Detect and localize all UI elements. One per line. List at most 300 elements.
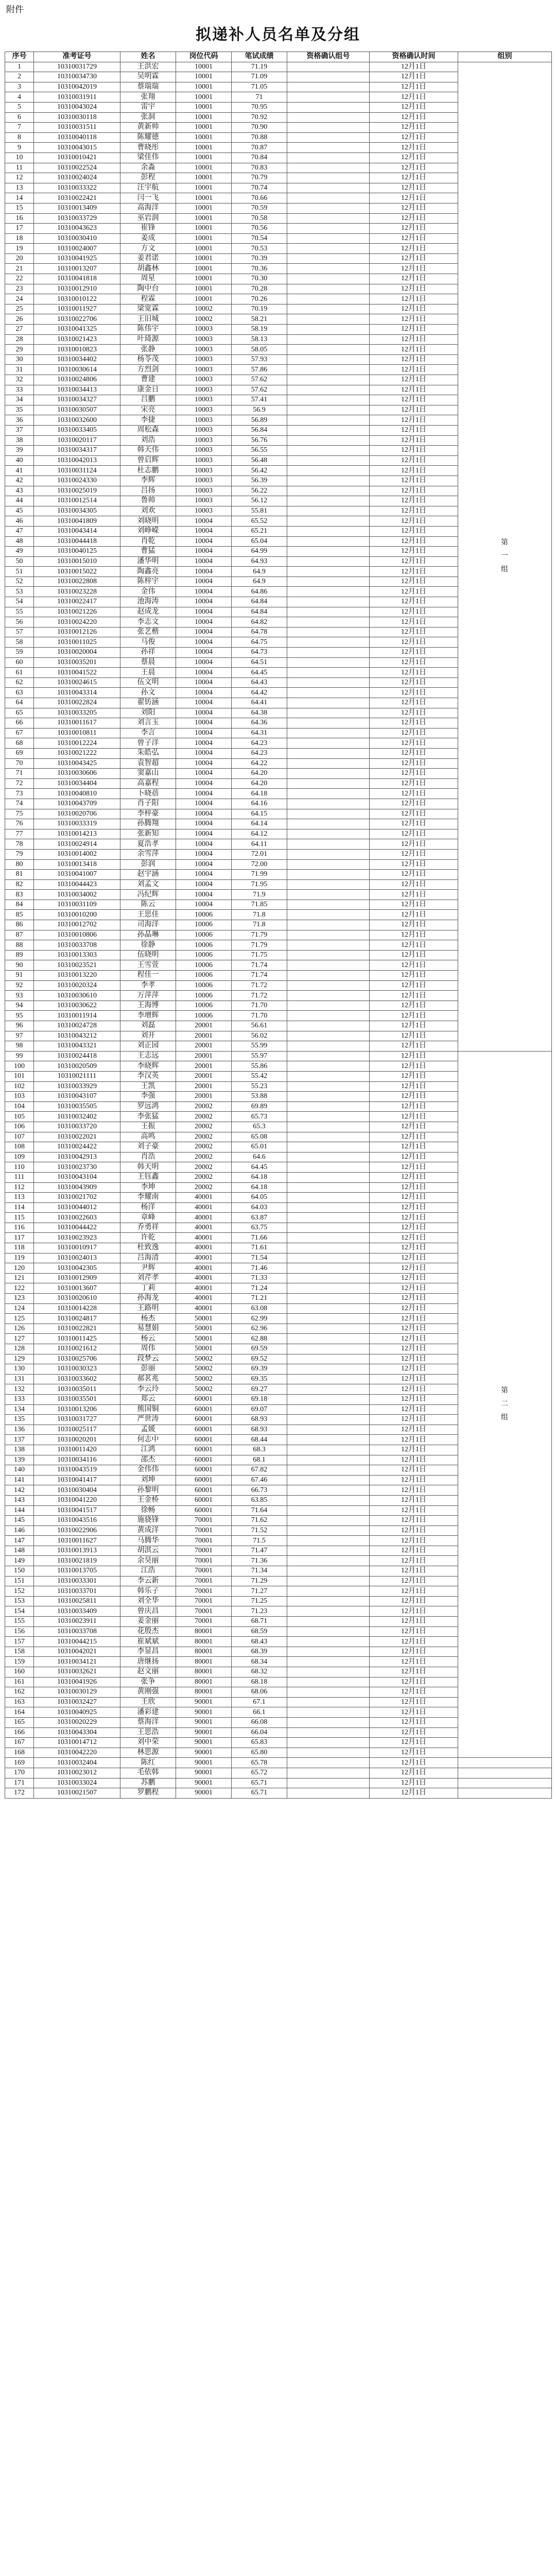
cell-score: 64.82 xyxy=(232,617,287,628)
cell-score: 70.84 xyxy=(232,152,287,163)
cell-ticket: 10310030507 xyxy=(34,405,120,415)
cell-confirm-time: 12月1日 xyxy=(370,960,458,971)
cell-no: 9 xyxy=(5,143,34,153)
cell-no: 116 xyxy=(5,1223,34,1233)
cell-post-code: 10004 xyxy=(176,648,232,658)
cell-score: 69.59 xyxy=(232,1344,287,1354)
cell-confirm-group xyxy=(287,748,370,758)
cell-no: 26 xyxy=(5,314,34,325)
cell-post-code: 60001 xyxy=(176,1475,232,1485)
cell-name: 严世涛 xyxy=(120,1415,176,1425)
cell-post-code: 50001 xyxy=(176,1314,232,1324)
cell-score: 56.48 xyxy=(232,455,287,466)
cell-ticket: 10310020229 xyxy=(34,1717,120,1727)
cell-score: 63.85 xyxy=(232,1495,287,1505)
cell-no: 131 xyxy=(5,1374,34,1384)
cell-confirm-group xyxy=(287,1697,370,1707)
cell-name: 苏鹏 xyxy=(120,1778,176,1788)
cell-no: 167 xyxy=(5,1738,34,1748)
cell-ticket: 10310035201 xyxy=(34,657,120,668)
cell-confirm-group xyxy=(287,738,370,749)
cell-score: 64.84 xyxy=(232,597,287,607)
cell-confirm-time: 12月1日 xyxy=(370,82,458,92)
cell-score: 70.95 xyxy=(232,102,287,112)
cell-confirm-group xyxy=(287,648,370,658)
cell-name: 姜君诺 xyxy=(120,253,176,264)
cell-post-code: 10004 xyxy=(176,556,232,567)
cell-score: 68.93 xyxy=(232,1425,287,1435)
cell-confirm-time: 12月1日 xyxy=(370,405,458,415)
cell-confirm-group xyxy=(287,940,370,951)
cell-name: 韩天伟 xyxy=(120,446,176,456)
cell-no: 28 xyxy=(5,334,34,345)
cell-confirm-group xyxy=(287,1051,370,1061)
cell-ticket: 10310041809 xyxy=(34,516,120,527)
cell-confirm-time: 12月1日 xyxy=(370,1778,458,1788)
cell-name: 李张猛 xyxy=(120,1112,176,1122)
cell-ticket: 10310041517 xyxy=(34,1505,120,1516)
cell-confirm-time: 12月1日 xyxy=(370,62,458,72)
cell-score: 58.19 xyxy=(232,325,287,335)
cell-name: 曹晓彤 xyxy=(120,143,176,153)
cell-ticket: 10310012909 xyxy=(34,1273,120,1283)
cell-confirm-time: 12月1日 xyxy=(370,1576,458,1586)
cell-confirm-group xyxy=(287,1344,370,1354)
cell-no: 76 xyxy=(5,819,34,829)
cell-name: 孙晶琳 xyxy=(120,930,176,940)
cell-no: 151 xyxy=(5,1576,34,1586)
cell-no: 57 xyxy=(5,627,34,637)
cell-no: 59 xyxy=(5,648,34,658)
cell-no: 4 xyxy=(5,92,34,103)
cell-name: 司海洋 xyxy=(120,920,176,930)
cell-confirm-group xyxy=(287,708,370,718)
cell-name: 陈梓宇 xyxy=(120,577,176,587)
cell-post-code: 40001 xyxy=(176,1202,232,1213)
cell-ticket: 10310021111 xyxy=(34,1071,120,1081)
cell-post-code: 10004 xyxy=(176,607,232,617)
cell-no: 65 xyxy=(5,708,34,718)
cell-confirm-group xyxy=(287,1374,370,1384)
cell-post-code: 70001 xyxy=(176,1536,232,1546)
cell-confirm-group xyxy=(287,385,370,395)
cell-ticket: 10310021507 xyxy=(34,1788,120,1799)
cell-ticket: 10310022603 xyxy=(34,1213,120,1223)
cell-no: 74 xyxy=(5,799,34,809)
cell-confirm-time: 12月1日 xyxy=(370,809,458,819)
cell-ticket: 10310022706 xyxy=(34,314,120,325)
cell-score: 71.99 xyxy=(232,870,287,880)
cell-no: 14 xyxy=(5,193,34,204)
cell-name: 周松森 xyxy=(120,425,176,435)
cell-score: 71.75 xyxy=(232,950,287,960)
cell-confirm-group xyxy=(287,627,370,637)
cell-name: 梁佳伟 xyxy=(120,152,176,163)
cell-post-code: 10003 xyxy=(176,466,232,476)
cell-no: 159 xyxy=(5,1657,34,1667)
cell-confirm-time: 12月1日 xyxy=(370,193,458,204)
cell-no: 112 xyxy=(5,1182,34,1193)
cell-confirm-group xyxy=(287,1727,370,1738)
cell-ticket: 10310031124 xyxy=(34,466,120,476)
cell-confirm-time: 12月1日 xyxy=(370,1556,458,1566)
cell-no: 38 xyxy=(5,435,34,446)
cell-post-code: 10001 xyxy=(176,62,232,72)
cell-post-code: 10004 xyxy=(176,890,232,900)
cell-name: 吕扬 xyxy=(120,486,176,496)
cell-ticket: 10310015022 xyxy=(34,567,120,577)
cell-ticket: 10310024330 xyxy=(34,476,120,486)
cell-name: 章峰 xyxy=(120,1213,176,1223)
cell-score: 69.35 xyxy=(232,1374,287,1384)
cell-ticket: 10310025117 xyxy=(34,1425,120,1435)
cell-name: 曹建 xyxy=(120,375,176,385)
cell-ticket: 10310034116 xyxy=(34,1455,120,1465)
cell-name: 何志中 xyxy=(120,1435,176,1445)
cell-name: 刘浩 xyxy=(120,435,176,446)
cell-no: 101 xyxy=(5,1071,34,1081)
cell-name: 李云玲 xyxy=(120,1384,176,1395)
cell-post-code: 50002 xyxy=(176,1384,232,1395)
cell-name: 杨洋 xyxy=(120,1202,176,1213)
cell-confirm-group xyxy=(287,143,370,153)
cell-score: 67.46 xyxy=(232,1475,287,1485)
cell-confirm-time: 12月1日 xyxy=(370,486,458,496)
cell-score: 64.84 xyxy=(232,607,287,617)
cell-no: 81 xyxy=(5,870,34,880)
cell-ticket: 10310024024 xyxy=(34,173,120,183)
cell-ticket: 10310023228 xyxy=(34,587,120,597)
cell-score: 70.58 xyxy=(232,213,287,224)
cell-name: 刘磊 xyxy=(120,1021,176,1031)
cell-confirm-time: 12月1日 xyxy=(370,1112,458,1122)
cell-ticket: 10310033701 xyxy=(34,1586,120,1597)
cell-confirm-group xyxy=(287,1394,370,1404)
cell-no: 68 xyxy=(5,738,34,749)
cell-ticket: 10310011420 xyxy=(34,1445,120,1455)
cell-confirm-group xyxy=(287,1687,370,1698)
cell-ticket: 10310033720 xyxy=(34,1122,120,1132)
cell-name: 蔡瑞瑞 xyxy=(120,82,176,92)
cell-confirm-group xyxy=(287,345,370,355)
cell-score: 70.59 xyxy=(232,203,287,213)
cell-name: 韩天明 xyxy=(120,1162,176,1173)
cell-name: 丁莉 xyxy=(120,1283,176,1294)
cell-confirm-time: 12月1日 xyxy=(370,1687,458,1698)
cell-ticket: 10310010200 xyxy=(34,910,120,920)
cell-ticket: 10310043414 xyxy=(34,526,120,536)
cell-post-code: 60001 xyxy=(176,1495,232,1505)
cell-no: 12 xyxy=(5,173,34,183)
cell-confirm-time: 12月1日 xyxy=(370,253,458,264)
cell-ticket: 10310034121 xyxy=(34,1657,120,1667)
cell-confirm-group xyxy=(287,314,370,325)
cell-no: 35 xyxy=(5,405,34,415)
cell-confirm-group xyxy=(287,1112,370,1122)
cell-confirm-group xyxy=(287,1677,370,1687)
cell-post-code: 10004 xyxy=(176,587,232,597)
cell-ticket: 10310021612 xyxy=(34,1344,120,1354)
cell-score: 71.74 xyxy=(232,960,287,971)
cell-score: 67.82 xyxy=(232,1465,287,1476)
cell-score: 71.66 xyxy=(232,1233,287,1243)
cell-ticket: 10310020706 xyxy=(34,809,120,819)
cell-name: 王振 xyxy=(120,1122,176,1132)
cell-name: 刘坤 xyxy=(120,1475,176,1485)
cell-no: 55 xyxy=(5,607,34,617)
cell-post-code: 70001 xyxy=(176,1556,232,1566)
cell-confirm-time: 12月1日 xyxy=(370,991,458,1001)
cell-ticket: 10310042305 xyxy=(34,1263,120,1274)
cell-score: 56.39 xyxy=(232,476,287,486)
cell-name: 刘峥嵘 xyxy=(120,526,176,536)
cell-confirm-group xyxy=(287,163,370,173)
cell-post-code: 70001 xyxy=(176,1576,232,1586)
cell-name: 王欣 xyxy=(120,1697,176,1707)
cell-confirm-group xyxy=(287,516,370,527)
cell-post-code: 40001 xyxy=(176,1233,232,1243)
cell-confirm-time: 12月1日 xyxy=(370,668,458,678)
cell-score: 68.34 xyxy=(232,1657,287,1667)
cell-ticket: 10310025019 xyxy=(34,486,120,496)
cell-no: 40 xyxy=(5,455,34,466)
cell-no: 139 xyxy=(5,1455,34,1465)
cell-no: 11 xyxy=(5,163,34,173)
cell-name: 韩乐子 xyxy=(120,1586,176,1597)
cell-score: 71.79 xyxy=(232,930,287,940)
cell-score: 64.78 xyxy=(232,627,287,637)
cell-no: 88 xyxy=(5,940,34,951)
cell-no: 36 xyxy=(5,415,34,426)
cell-name: 王晨 xyxy=(120,668,176,678)
cell-score: 71.24 xyxy=(232,1283,287,1294)
cell-confirm-time: 12月1日 xyxy=(370,778,458,789)
cell-ticket: 10310043516 xyxy=(34,1516,120,1526)
cell-no: 2 xyxy=(5,72,34,82)
cell-post-code: 80001 xyxy=(176,1667,232,1677)
cell-ticket: 10310033708 xyxy=(34,1626,120,1637)
cell-no: 54 xyxy=(5,597,34,607)
cell-ticket: 10310034002 xyxy=(34,890,120,900)
cell-ticket: 10310043519 xyxy=(34,1465,120,1476)
cell-confirm-time: 12月1日 xyxy=(370,1647,458,1657)
cell-score: 71.9 xyxy=(232,890,287,900)
cell-confirm-time: 12月1日 xyxy=(370,799,458,809)
cell-score: 64.45 xyxy=(232,1162,287,1173)
cell-ticket: 10310033322 xyxy=(34,183,120,193)
cell-score: 71.47 xyxy=(232,1546,287,1556)
cell-score: 65.73 xyxy=(232,1112,287,1122)
cell-name: 李言 xyxy=(120,728,176,738)
cell-confirm-time: 12月1日 xyxy=(370,920,458,930)
cell-score: 62.88 xyxy=(232,1334,287,1344)
cell-confirm-time: 12月1日 xyxy=(370,1667,458,1677)
cell-score: 64.16 xyxy=(232,799,287,809)
cell-confirm-time: 12月1日 xyxy=(370,365,458,375)
cell-post-code: 10004 xyxy=(176,677,232,688)
cell-post-code: 10004 xyxy=(176,758,232,769)
cell-confirm-time: 12月1日 xyxy=(370,1617,458,1627)
cell-name: 陶中台 xyxy=(120,284,176,294)
cell-confirm-group xyxy=(287,960,370,971)
cell-name: 曾子洋 xyxy=(120,738,176,749)
cell-ticket: 10310034730 xyxy=(34,72,120,82)
cell-confirm-group xyxy=(287,728,370,738)
cell-confirm-time: 12月1日 xyxy=(370,526,458,536)
cell-no: 133 xyxy=(5,1394,34,1404)
cell-score: 70.53 xyxy=(232,244,287,254)
cell-ticket: 10310043314 xyxy=(34,688,120,698)
cell-confirm-time: 12月1日 xyxy=(370,870,458,880)
cell-ticket: 10310020004 xyxy=(34,648,120,658)
cell-score: 66.73 xyxy=(232,1485,287,1496)
cell-confirm-group xyxy=(287,587,370,597)
cell-ticket: 10310023521 xyxy=(34,960,120,971)
cell-confirm-time: 12月1日 xyxy=(370,547,458,557)
cell-no: 98 xyxy=(5,1041,34,1052)
group-cell-empty xyxy=(458,1788,552,1799)
cell-confirm-time: 12月1日 xyxy=(370,839,458,850)
cell-post-code: 60001 xyxy=(176,1404,232,1415)
cell-post-code: 10004 xyxy=(176,879,232,890)
cell-confirm-group xyxy=(287,395,370,405)
cell-name: 宋亮 xyxy=(120,405,176,415)
cell-score: 55.23 xyxy=(232,1081,287,1092)
cell-score: 67.1 xyxy=(232,1697,287,1707)
cell-score: 55.99 xyxy=(232,1041,287,1052)
cell-confirm-time: 12月1日 xyxy=(370,758,458,769)
cell-no: 27 xyxy=(5,325,34,335)
cell-confirm-group xyxy=(287,1516,370,1526)
cell-confirm-time: 12月1日 xyxy=(370,1354,458,1364)
cell-name: 陈耀德 xyxy=(120,132,176,143)
cell-confirm-group xyxy=(287,637,370,648)
cell-post-code: 10004 xyxy=(176,900,232,910)
cell-confirm-group xyxy=(287,1122,370,1132)
cell-ticket: 10310043909 xyxy=(34,1182,120,1193)
cell-post-code: 10002 xyxy=(176,314,232,325)
cell-post-code: 10001 xyxy=(176,183,232,193)
cell-score: 64.12 xyxy=(232,829,287,839)
cell-confirm-time: 12月1日 xyxy=(370,627,458,637)
cell-no: 32 xyxy=(5,375,34,385)
cell-no: 19 xyxy=(5,244,34,254)
cell-post-code: 50001 xyxy=(176,1344,232,1354)
cell-score: 57.62 xyxy=(232,375,287,385)
cell-no: 164 xyxy=(5,1707,34,1718)
cell-confirm-group xyxy=(287,365,370,375)
cell-ticket: 10310042013 xyxy=(34,455,120,466)
cell-confirm-group xyxy=(287,1758,370,1768)
cell-confirm-time: 12月1日 xyxy=(370,213,458,224)
cell-ticket: 10310024806 xyxy=(34,375,120,385)
cell-post-code: 70001 xyxy=(176,1606,232,1617)
cell-confirm-group xyxy=(287,1253,370,1263)
cell-ticket: 10310034305 xyxy=(34,506,120,516)
cell-name: 方文 xyxy=(120,244,176,254)
cell-post-code: 10006 xyxy=(176,920,232,930)
cell-confirm-group xyxy=(287,112,370,123)
cell-no: 33 xyxy=(5,385,34,395)
cell-confirm-time: 12月1日 xyxy=(370,597,458,607)
cell-confirm-time: 12月1日 xyxy=(370,123,458,133)
cell-name: 陈红 xyxy=(120,1758,176,1768)
cell-confirm-time: 12月1日 xyxy=(370,940,458,951)
cell-confirm-time: 12月1日 xyxy=(370,1092,458,1102)
cell-no: 69 xyxy=(5,748,34,758)
cell-confirm-group xyxy=(287,1354,370,1364)
cell-name: 黄刚强 xyxy=(120,1687,176,1698)
cell-score: 65.71 xyxy=(232,1778,287,1788)
cell-confirm-time: 12月1日 xyxy=(370,1516,458,1526)
cell-name: 王志远 xyxy=(120,1051,176,1061)
cell-confirm-time: 12月1日 xyxy=(370,617,458,628)
cell-name: 金伟 xyxy=(120,587,176,597)
cell-confirm-time: 12月1日 xyxy=(370,274,458,284)
cell-confirm-time: 12月1日 xyxy=(370,1738,458,1748)
cell-confirm-time: 12月1日 xyxy=(370,1485,458,1496)
cell-confirm-time: 12月1日 xyxy=(370,1273,458,1283)
cell-no: 169 xyxy=(5,1758,34,1768)
cell-name: 李梓豪 xyxy=(120,809,176,819)
cell-confirm-time: 12月1日 xyxy=(370,1061,458,1072)
cell-no: 93 xyxy=(5,991,34,1001)
cell-ticket: 10310042021 xyxy=(34,1647,120,1657)
cell-confirm-group xyxy=(287,930,370,940)
cell-no: 34 xyxy=(5,395,34,405)
cell-ticket: 10310021819 xyxy=(34,1556,120,1566)
cell-confirm-group xyxy=(287,1061,370,1072)
cell-score: 71.34 xyxy=(232,1566,287,1577)
cell-confirm-group xyxy=(287,1092,370,1102)
cell-post-code: 10001 xyxy=(176,152,232,163)
cell-score: 64.73 xyxy=(232,648,287,658)
cell-ticket: 10310034413 xyxy=(34,385,120,395)
cell-no: 162 xyxy=(5,1687,34,1698)
cell-no: 161 xyxy=(5,1677,34,1687)
cell-name: 余昊丽 xyxy=(120,1556,176,1566)
cell-score: 70.56 xyxy=(232,224,287,234)
cell-post-code: 10004 xyxy=(176,839,232,850)
cell-score: 64.18 xyxy=(232,1172,287,1182)
cell-confirm-time: 12月1日 xyxy=(370,1657,458,1667)
cell-name: 江鸿 xyxy=(120,1445,176,1455)
cell-no: 30 xyxy=(5,354,34,365)
cell-confirm-group xyxy=(287,92,370,103)
cell-post-code: 10006 xyxy=(176,960,232,971)
cell-confirm-group xyxy=(287,1193,370,1203)
cell-confirm-time: 12月1日 xyxy=(370,1505,458,1516)
cell-name: 朱皓弘 xyxy=(120,748,176,758)
cell-no: 83 xyxy=(5,890,34,900)
cell-confirm-group xyxy=(287,1748,370,1758)
cell-confirm-time: 12月1日 xyxy=(370,1011,458,1021)
cell-name: 陈云 xyxy=(120,900,176,910)
cell-no: 20 xyxy=(5,253,34,264)
cell-post-code: 10001 xyxy=(176,264,232,274)
header-name: 姓名 xyxy=(120,52,176,62)
cell-confirm-group xyxy=(287,556,370,567)
cell-score: 70.79 xyxy=(232,173,287,183)
cell-confirm-group xyxy=(287,950,370,960)
cell-name: 王思佳 xyxy=(120,910,176,920)
cell-confirm-time: 12月1日 xyxy=(370,556,458,567)
cell-no: 39 xyxy=(5,446,34,456)
cell-ticket: 10310042913 xyxy=(34,1152,120,1162)
cell-name: 胡淇云 xyxy=(120,1546,176,1556)
cell-post-code: 10006 xyxy=(176,1011,232,1021)
cell-name: 肖乾 xyxy=(120,536,176,547)
